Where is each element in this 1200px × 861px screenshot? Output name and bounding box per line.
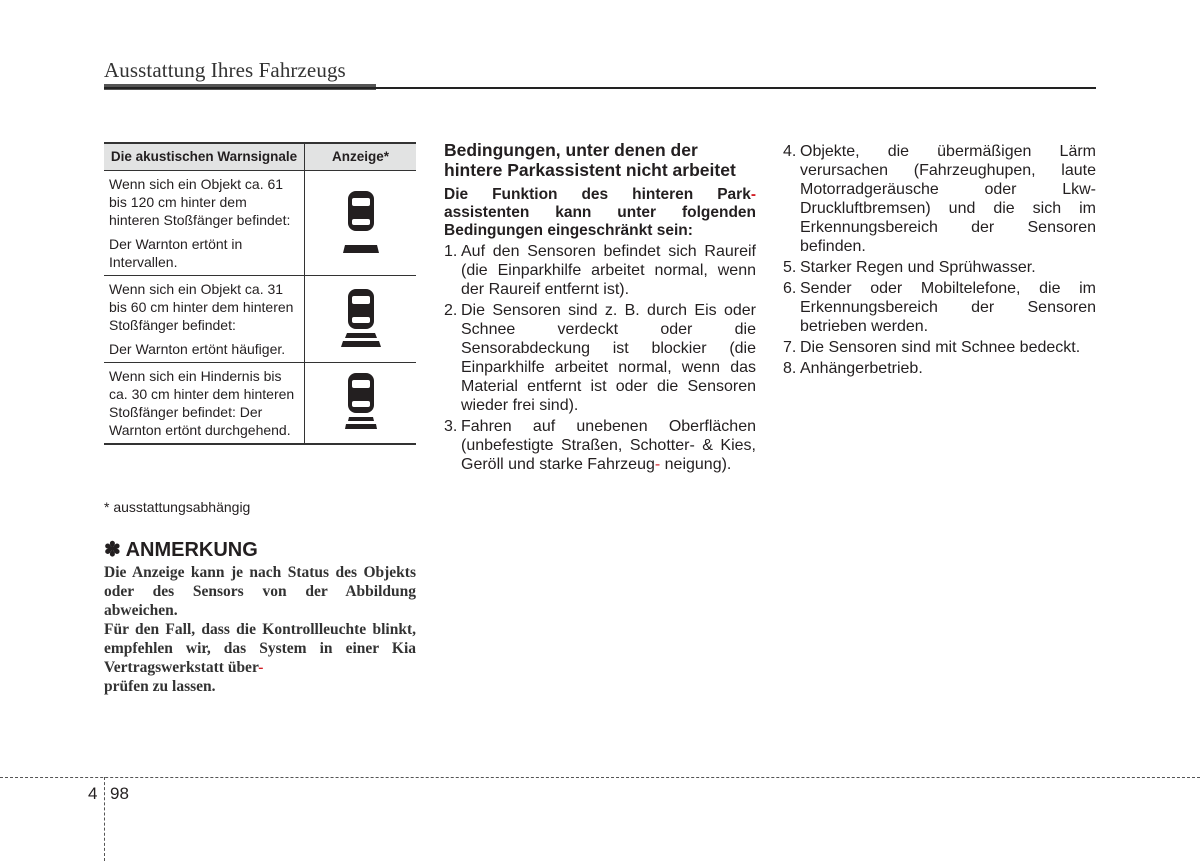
condition-list-continued <box>783 142 1096 378</box>
list-item <box>783 258 1096 277</box>
note-paragraph-2 <box>104 620 416 696</box>
middle-column <box>444 140 756 474</box>
hyphen-mark: - <box>654 456 661 473</box>
list-text: Die Sensoren sind z. B. durch Eis oder Schnee verdeckt oder die Sensorabdeckung ist blockier (die Einparkhilfe arbeitet normal, wenn das Material entfernt ist oder die Sensoren wieder frei sind). <box>461 302 756 414</box>
table-footnote: * ausstattungsabhängig <box>104 499 251 515</box>
list-number: 6. <box>783 280 797 297</box>
subheading-text-cont: assistenten kann unter folgenden Bedingungen eingeschränkt sein: <box>444 204 756 239</box>
note-body <box>104 563 416 696</box>
table-cell-description <box>104 171 305 276</box>
row-condition-text: Wenn sich ein Objekt ca. 61 bis 120 cm hinter dem hinteren Stoßfänger befindet: <box>109 176 291 228</box>
list-text-cont: neigung). <box>664 456 732 473</box>
car-rear-sensor-1-bar-icon <box>305 171 417 276</box>
row-condition-text: Wenn sich ein Hindernis bis ca. 30 cm hinter dem hinteren Stoßfänger befindet: Der Warnton ertönt durchgehend. <box>109 368 295 438</box>
list-item <box>783 279 1096 336</box>
car-rear-sensor-2-bars-icon <box>305 276 417 363</box>
list-item <box>444 301 756 415</box>
list-number: 5. <box>783 259 797 276</box>
list-number: 2. <box>444 302 458 319</box>
list-text: Starker Regen und Sprühwasser. <box>800 259 1036 276</box>
list-text: Fahren auf unebenen Oberflächen (unbefestigte Straßen, Schotter- & Kies, Geröll und starke Fahrzeug <box>461 418 756 473</box>
condition-list <box>444 242 756 474</box>
list-text: Anhängerbetrieb. <box>800 360 923 377</box>
list-number: 4. <box>783 143 797 160</box>
note-paragraph-2-cont: prüfen zu lassen. <box>104 678 216 695</box>
car-rear-sensor-3-bars-icon <box>305 363 417 445</box>
list-number: 3. <box>444 418 458 435</box>
list-item <box>444 417 756 474</box>
list-item <box>783 338 1096 357</box>
footer-divider <box>0 777 1200 778</box>
row-tone-text: Der Warnton ertönt in Intervallen. <box>109 236 243 270</box>
row-condition-text: Wenn sich ein Objekt ca. 31 bis 60 cm hinter dem hinteren Stoßfänger befindet: <box>109 281 294 333</box>
footer-vertical-divider <box>104 777 105 861</box>
page-number: 98 <box>110 784 129 803</box>
warning-signal-table <box>104 142 416 445</box>
list-number: 8. <box>783 360 797 377</box>
chapter-number: 4 <box>88 784 98 803</box>
row-tone-text: Der Warnton ertönt häufiger. <box>109 341 286 357</box>
list-item <box>783 359 1096 378</box>
list-text: Sender oder Mobiltelefone, die im Erkennungsbereich der Sensoren betrieben werden. <box>800 280 1096 335</box>
list-number: 1. <box>444 243 458 260</box>
subheading-text: Die Funktion des hinteren Park <box>444 186 751 203</box>
table-cell-description <box>104 363 305 445</box>
list-item <box>783 142 1096 256</box>
hyphen-mark: - <box>750 186 756 203</box>
header-rule <box>104 87 1096 89</box>
table-row <box>104 363 416 445</box>
note-paragraph-2-text: Für den Fall, dass die Kontrollleuchte blinkt, empfehlen wir, das System in einer Kia Vertragswerkstatt über <box>104 621 416 676</box>
list-text: Objekte, die übermäßigen Lärm verursachen (Fahrzeughupen, laute Motorradgeräusche oder Lkw-Druckluftbremsen) und die sich im Erkennungsbereich der Sensoren befinden. <box>800 143 1096 255</box>
table-row <box>104 276 416 363</box>
table-header-display: Anzeige* <box>305 143 417 171</box>
list-item <box>444 242 756 299</box>
list-text: Die Sensoren sind mit Schnee bedeckt. <box>800 339 1081 356</box>
hyphen-mark: - <box>258 659 264 676</box>
table-header-signals: Die akustischen Warnsignale <box>104 143 305 171</box>
right-column <box>783 140 1096 378</box>
list-number: 7. <box>783 339 797 356</box>
list-text: Auf den Sensoren befindet sich Raureif (die Einparkhilfe arbeitet normal, wenn der Raureif entfernt ist). <box>461 243 756 298</box>
section-subheading <box>444 186 756 240</box>
section-heading: Bedingungen, unter denen der hintere Parkassistent nicht arbeitet <box>444 140 736 180</box>
table-row <box>104 171 416 276</box>
page-header-title: Ausstattung Ihres Fahrzeugs <box>104 58 346 82</box>
note-heading: ✽ ANMERKUNG <box>104 539 258 561</box>
table-cell-description <box>104 276 305 363</box>
note-paragraph-1: Die Anzeige kann je nach Status des Objekts oder des Sensors von der Abbildung abweichen. <box>104 564 416 619</box>
